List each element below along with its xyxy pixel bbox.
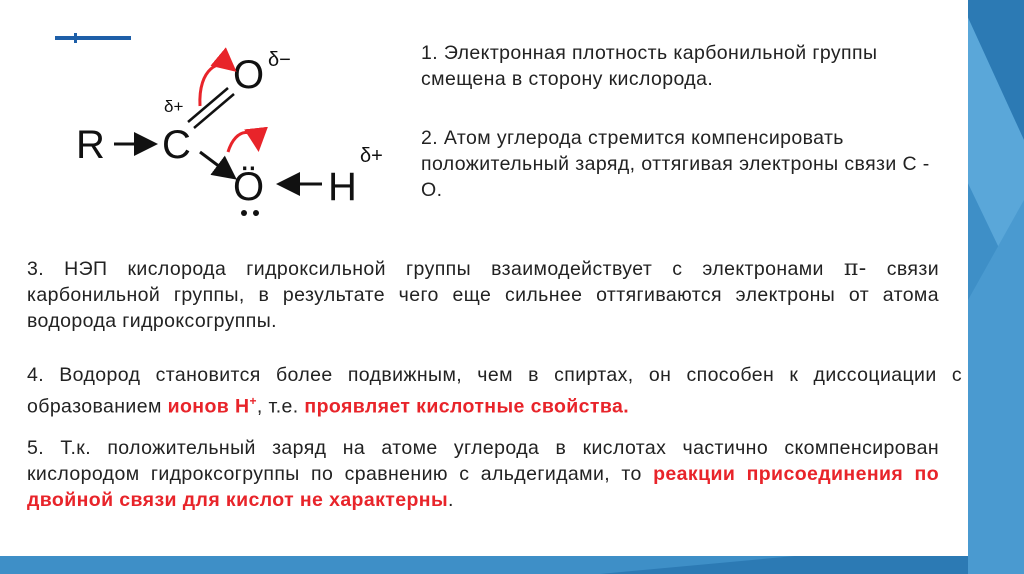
paragraph-5-end: . [448, 489, 454, 511]
paragraph-5 [27, 435, 939, 513]
delta-minus: δ− [268, 49, 291, 71]
paragraph-5-text: 5. Т.к. положительный заряд на атоме углерода в кислотах частично скомпенсирован кислородом гидроксогруппы по сравнению с альдегидами, то [27, 437, 939, 485]
paragraph-3-text2: связи карбонильной группы, в результате чего еще сильнее оттягиваются электроны от атома водорода гидроксогруппы. [27, 258, 939, 332]
pi-symbol: π- [843, 256, 867, 281]
paragraph-2: 2. Атом углерода стремится компенсировать положительный заряд, оттягивая электроны связи С - О. [421, 127, 930, 201]
atom-h: H [328, 165, 357, 209]
acid-properties-highlight: проявляет кислотные свойства. [304, 395, 630, 418]
plus-superscript: + [249, 394, 257, 408]
delta-plus-h: δ+ [360, 145, 383, 167]
paragraph-3-text: 3. НЭП кислорода гидроксильной группы взаимодействует с электронами [27, 258, 844, 280]
atom-r: R [76, 123, 105, 167]
curved-arrow-bottom [228, 132, 258, 152]
paragraph-4-text2: , т.е. [256, 395, 305, 418]
paragraph-3 [27, 256, 939, 334]
paragraph-4 [27, 362, 962, 420]
atom-c: C [162, 123, 191, 167]
hydrogen-ions-highlight: ионов Н [167, 395, 250, 418]
paragraph-4-text: 4. Водород становится более подвижным, чем в спиртах, он способен к диссоциации с образованием [27, 364, 962, 418]
carboxyl-group-diagram [60, 40, 400, 230]
atom-o-bottom: Ö [233, 165, 265, 209]
atom-o-top: O [233, 53, 265, 97]
addition-reactions-highlight: реакции присоединения по двойной связи для кислот не характерны [27, 463, 940, 511]
arrow-c-o [200, 152, 232, 176]
delta-plus-c: δ+ [164, 97, 184, 116]
paragraph-1: 1. Электронная плотность карбонильной группы смещена в сторону кислорода. [421, 42, 878, 90]
